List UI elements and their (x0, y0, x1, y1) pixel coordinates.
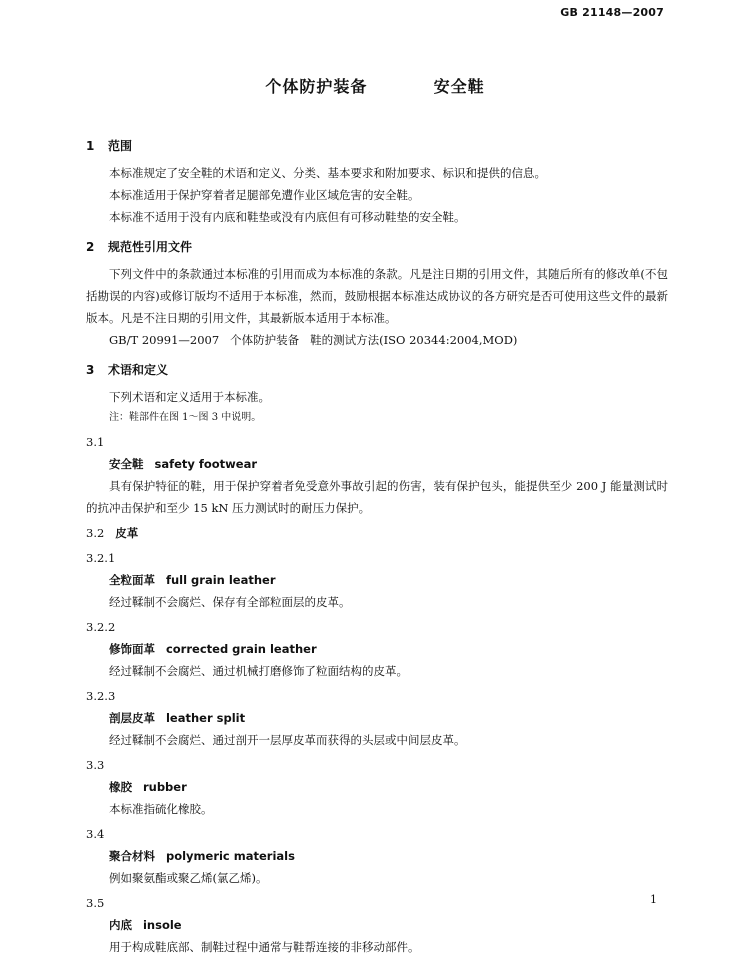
term-english: leather split (165, 711, 246, 725)
paragraph: 本标准不适用于没有内底和鞋垫或没有内底但有可移动鞋垫的安全鞋。 (109, 210, 466, 224)
reference-entry: GB/T 20991—2007 个体防护装备 鞋的测试方法(ISO 20344:2004,MOD) (109, 333, 518, 347)
clause-number: 3.1 (86, 435, 105, 449)
clause-number: 3.2.2 (86, 620, 116, 634)
section-number: 1 (86, 139, 95, 153)
term-entry (86, 914, 668, 936)
term-chinese: 安全鞋 (109, 457, 144, 471)
section-title: 术语和定义 (108, 363, 169, 377)
clause-number: 3.2.1 (86, 551, 116, 565)
term-chinese: 聚合材料 (109, 849, 155, 863)
document-title: 个体防护装备 安全鞋 (265, 77, 485, 96)
term-chinese: 修饰面革 (109, 642, 155, 656)
term-english: insole (142, 918, 182, 932)
subsection-title: 皮革 (115, 526, 139, 540)
clause-number: 3.2 (86, 526, 105, 540)
term-chinese: 全粒面革 (109, 573, 155, 587)
document-body (86, 137, 668, 958)
term-english: polymeric materials (165, 849, 295, 863)
term-english: safety footwear (154, 457, 258, 471)
term-entry (86, 845, 668, 867)
term-definition: 经过鞣制不会腐烂、通过剖开一层厚皮革而获得的头层或中间层皮革。 (109, 733, 466, 747)
section-title: 范围 (108, 139, 133, 153)
section-number: 3 (86, 363, 95, 377)
standard-number: GB 21148—2007 (560, 6, 664, 19)
subsection-heading-leather (86, 522, 668, 544)
section-heading-scope (86, 137, 668, 154)
section-heading-normative-references (86, 238, 668, 255)
page-number: 1 (650, 893, 657, 906)
clause-number: 3.4 (86, 827, 105, 841)
term-english: full grain leather (165, 573, 276, 587)
term-entry (86, 638, 668, 660)
section-heading-terms (86, 361, 668, 378)
term-chinese: 橡胶 (109, 780, 132, 794)
term-entry (86, 776, 668, 798)
clause-number: 3.5 (86, 896, 105, 910)
paragraph: 本标准规定了安全鞋的术语和定义、分类、基本要求和附加要求、标识和提供的信息。 (109, 166, 546, 180)
paragraph: 下列文件中的条款通过本标准的引用而成为本标准的条款。凡是注日期的引用文件，其随后所有的修改单(不包括勘误的内容)或修订版均不适用于本标准，然而，鼓励根据本标准达成协议的各方研究是否可使用这些文件的最新版本。凡是不注日期的引用文件，其最新版本适用于本标准。 (86, 267, 668, 325)
term-english: rubber (142, 780, 187, 794)
term-english: corrected grain leather (165, 642, 317, 656)
term-definition: 本标准指硫化橡胶。 (109, 802, 213, 816)
term-definition: 经过鞣制不会腐烂、通过机械打磨修饰了粒面结构的皮革。 (109, 664, 408, 678)
term-entry (86, 569, 668, 591)
clause-number: 3.3 (86, 758, 105, 772)
note: 注：鞋部件在图 1～图 3 中说明。 (109, 412, 262, 423)
term-definition: 用于构成鞋底部、制鞋过程中通常与鞋帮连接的非移动部件。 (109, 940, 420, 954)
section-number: 2 (86, 240, 95, 254)
term-definition: 例如聚氨酯或聚乙烯(氯乙烯)。 (109, 871, 268, 885)
term-chinese: 内底 (109, 918, 132, 932)
section-title: 规范性引用文件 (108, 240, 193, 254)
clause-number: 3.2.3 (86, 689, 116, 703)
term-definition: 具有保护特征的鞋，用于保护穿着者免受意外事故引起的伤害，装有保护包头，能提供至少 200 J 能量测试时的抗冲击保护和至少 15 kN 压力测试时的耐压力保护。 (86, 479, 668, 515)
term-chinese: 剖层皮革 (109, 711, 155, 725)
term-entry (86, 707, 668, 729)
term-definition: 经过鞣制不会腐烂、保存有全部粒面层的皮革。 (109, 595, 351, 609)
paragraph: 本标准适用于保护穿着者足腿部免遭作业区域危害的安全鞋。 (109, 188, 420, 202)
term-entry (86, 453, 668, 475)
paragraph: 下列术语和定义适用于本标准。 (109, 390, 270, 404)
